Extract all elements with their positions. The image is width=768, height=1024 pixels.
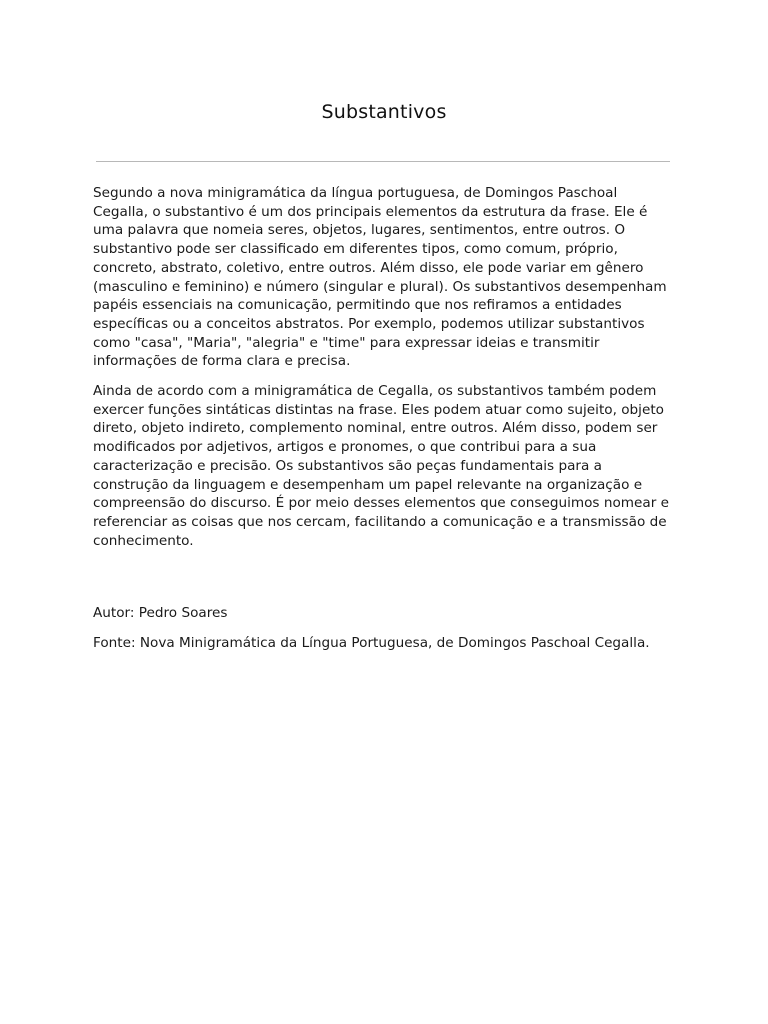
source-line: Fonte: Nova Minigramática da Língua Portuguesa, de Domingos Paschoal Cegalla. bbox=[93, 634, 650, 651]
paragraph-1: Segundo a nova minigramática da língua portuguesa, de Domingos Paschoal Cegalla, o substantivo é um dos principais elementos da estrutura da frase. Ele é uma palavra que nomeia seres, objetos, lugares, sentimentos, entre outros. O substantivo pode ser classificado em diferentes tipos, como comum, próprio, concreto, abstrato, coletivo, entre outros. Além disso, ele pode variar em gênero (masculino e feminino) e número (singular e plural). Os substantivos desempenham papéis essenciais na comunicação, permitindo que nos refiramos a entidades específicas ou a conceitos abstratos. Por exemplo, podemos utilizar substantivos como "casa", "Maria", "alegria" e "time" para expressar ideias e transmitir informações de forma clara e precisa. bbox=[93, 185, 667, 370]
document-footer bbox=[93, 604, 673, 663]
document-body bbox=[93, 184, 673, 561]
page-title: Substantivos bbox=[321, 101, 447, 123]
paragraph-2: Ainda de acordo com a minigramática de Cegalla, os substantivos também podem exercer funções sintáticas distintas na frase. Eles podem atuar como sujeito, objeto direto, objeto indireto, complemento nominal, entre outros. Além disso, podem ser modificados por adjetivos, artigos e pronomes, o que contribui para a sua caracterização e precisão. Os substantivos são peças fundamentais para a construção da linguagem e desempenham um papel relevante na organização e compreensão do discurso. É por meio desses elementos que conseguimos nomear e referenciar as coisas que nos cercam, facilitando a comunicação e a transmissão de conhecimento. bbox=[93, 383, 669, 549]
title-divider bbox=[96, 161, 670, 162]
author-line: Autor: Pedro Soares bbox=[93, 605, 228, 621]
